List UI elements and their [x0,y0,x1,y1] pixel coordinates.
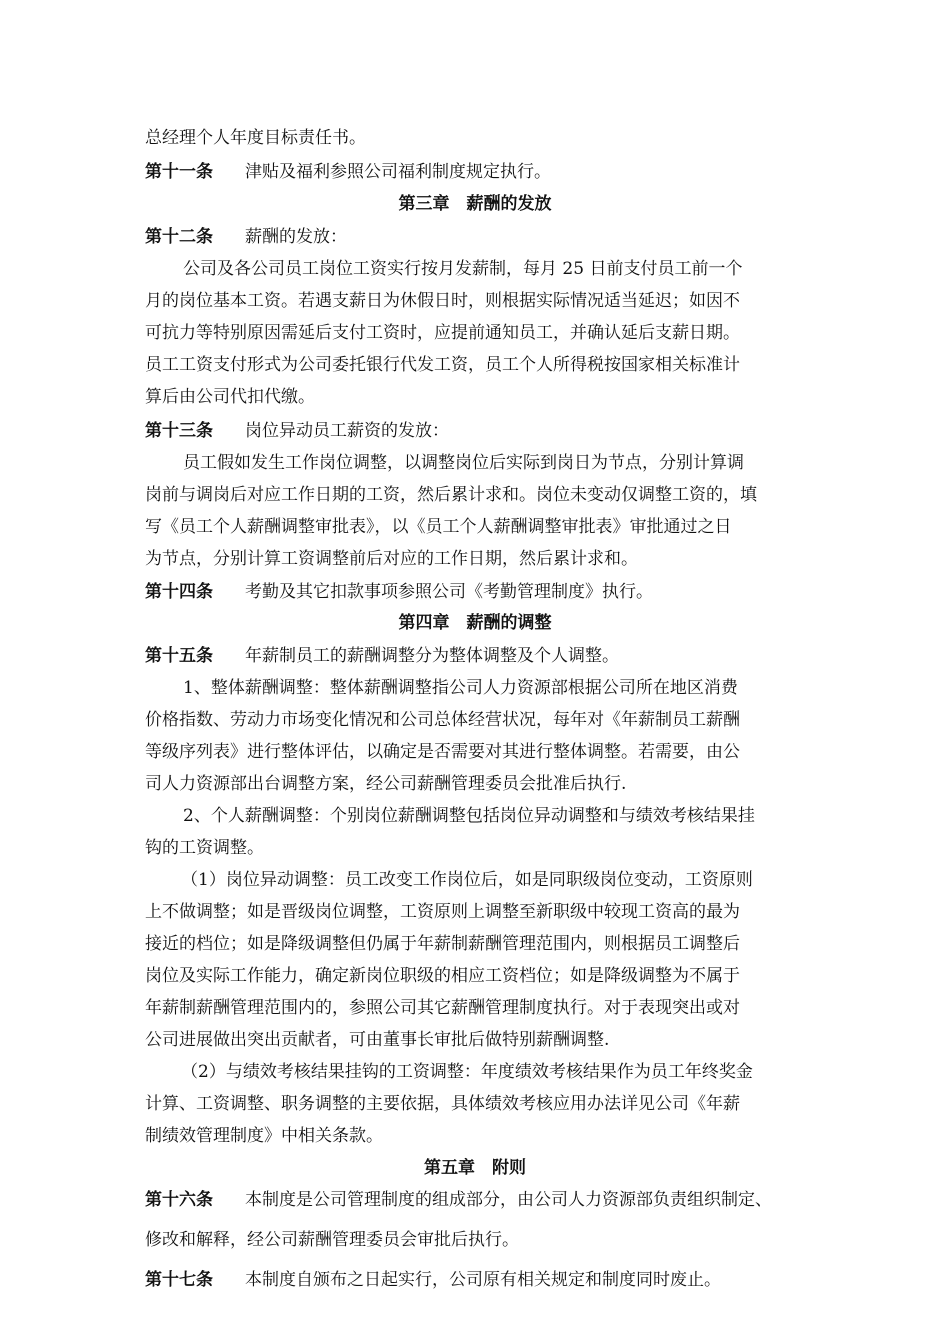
article-label: 第十二条 [145,227,213,247]
body-line: 公司进展做出突出贡献者，可由董事长审批后做特别薪酬调整. [145,1030,610,1050]
article-11 [145,160,551,184]
body-line: 价格指数、劳动力市场变化情况和公司总体经营状况，每年对《年薪制员工薪酬 [145,710,740,730]
body-line: 等级序列表》进行整体评估，以确定是否需要对其进行整体调整。若需要，由公 [145,742,740,762]
article-text: 本制度是公司管理制度的组成部分，由公司人力资源部负责组织制定、 [245,1190,772,1210]
article-17 [145,1268,721,1292]
article-15 [145,644,619,668]
article-13 [145,419,449,443]
chapter-4-heading: 第四章 薪酬的调整 [398,613,552,633]
body-line: （1）岗位异动调整：员工改变工作岗位后，如是同职级岗位变动，工资原则 [181,870,753,890]
chapter-5-heading: 第五章 附则 [424,1158,526,1178]
article-label: 第十四条 [145,582,213,602]
body-line: 2、个人薪酬调整：个别岗位薪酬调整包括岗位异动调整和与绩效考核结果挂 [183,806,755,826]
article-text: 岗位异动员工薪资的发放： [245,421,449,441]
article-text: 薪酬的发放： [245,227,347,247]
body-line: 上不做调整；如是晋级岗位调整，工资原则上调整至新职级中较现工资高的最为 [145,902,740,922]
article-label: 第十五条 [145,646,213,666]
chapter-3-heading: 第三章 薪酬的发放 [398,194,552,214]
body-line: 修改和解释，经公司薪酬管理委员会审批后执行。 [145,1230,519,1250]
body-line: 写《员工个人薪酬调整审批表》，以《员工个人薪酬调整审批表》审批通过之日 [145,517,732,537]
article-14 [145,580,653,604]
body-line: 岗前与调岗后对应工作日期的工资，然后累计求和。岗位未变动仅调整工资的，填 [145,485,757,505]
body-line: 员工工资支付形式为公司委托银行代发工资，员工个人所得税按国家相关标准计 [145,355,740,375]
article-text: 考勤及其它扣款事项参照公司《考勤管理制度》执行。 [245,582,653,602]
body-line: 计算、工资调整、职务调整的主要依据，具体绩效考核应用办法详见公司《年薪 [145,1094,740,1114]
body-line: 制绩效管理制度》中相关条款。 [145,1126,383,1146]
article-12 [145,225,347,249]
article-16 [145,1188,772,1212]
body-line: （2）与绩效考核结果挂钩的工资调整：年度绩效考核结果作为员工年终奖金 [181,1062,753,1082]
body-line: 钩的工资调整。 [145,838,264,858]
body-line: 接近的档位；如是降级调整但仍属于年薪制薪酬管理范围内，则根据员工调整后 [145,934,740,954]
body-line: 年薪制薪酬管理范围内的，参照公司其它薪酬管理制度执行。对于表现突出或对 [145,998,740,1018]
body-line: 员工假如发生工作岗位调整，以调整岗位后实际到岗日为节点，分别计算调 [183,453,744,473]
article-label: 第十三条 [145,421,213,441]
article-text: 年薪制员工的薪酬调整分为整体调整及个人调整。 [245,646,619,666]
body-line: 算后由公司代扣代缴。 [145,387,315,407]
body-line: 可抗力等特别原因需延后支付工资时，应提前通知员工，并确认延后支薪日期。 [145,323,740,343]
body-line: 公司及各公司员工岗位工资实行按月发薪制，每月 25 日前支付员工前一个 [183,259,743,279]
body-line: 1、整体薪酬调整：整体薪酬调整指公司人力资源部根据公司所在地区消费 [183,678,738,698]
article-label: 第十一条 [145,162,213,182]
body-line: 司人力资源部出台调整方案，经公司薪酬管理委员会批准后执行. [145,774,627,794]
article-label: 第十七条 [145,1270,213,1290]
body-line: 为节点，分别计算工资调整前后对应的工作日期，然后累计求和。 [145,549,638,569]
body-line: 总经理个人年度目标责任书。 [145,128,366,148]
article-label: 第十六条 [145,1190,213,1210]
body-line: 岗位及实际工作能力，确定新岗位职级的相应工资档位；如是降级调整为不属于 [145,966,740,986]
body-line: 月的岗位基本工资。若遇支薪日为休假日时，则根据实际情况适当延迟；如因不 [145,291,740,311]
article-text: 津贴及福利参照公司福利制度规定执行。 [245,162,551,182]
article-text: 本制度自颁布之日起实行，公司原有相关规定和制度同时废止。 [245,1270,721,1290]
